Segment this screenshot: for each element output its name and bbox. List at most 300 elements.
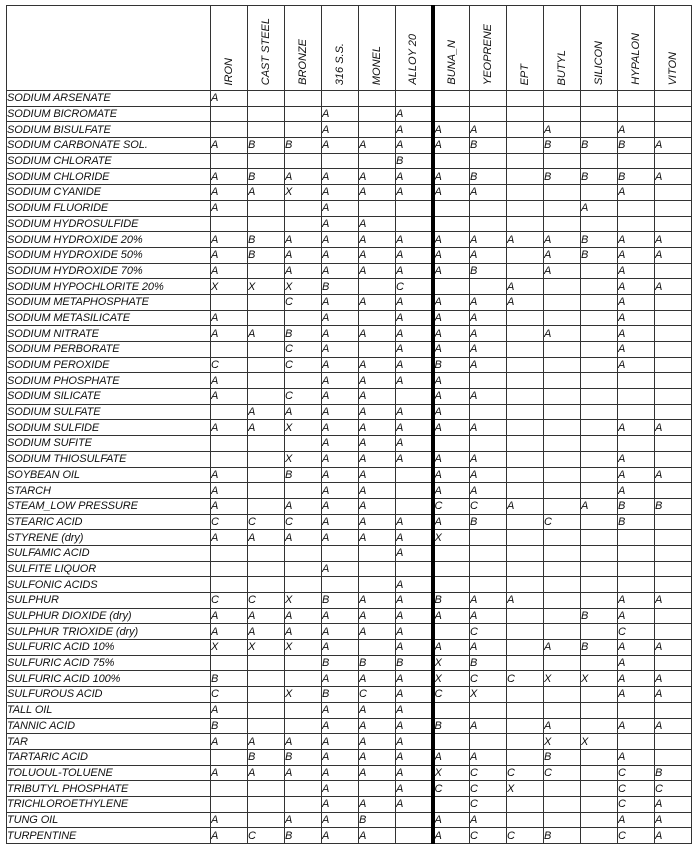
header-buna-n (433, 6, 470, 91)
rating-cell (581, 593, 618, 609)
rating-cell: X (285, 593, 322, 609)
rating-cell: C (507, 828, 544, 844)
rating-cell (507, 514, 544, 530)
rating-cell: A (359, 216, 396, 232)
rating-cell: A (322, 389, 359, 405)
table-row (7, 796, 692, 812)
rating-cell: A (655, 232, 692, 248)
rating-cell (470, 373, 507, 389)
rating-cell: A (396, 577, 433, 593)
rating-cell (507, 577, 544, 593)
rating-cell (655, 294, 692, 310)
rating-cell (544, 687, 581, 703)
rating-cell: B (359, 655, 396, 671)
rating-cell: A (433, 122, 470, 138)
rating-cell: B (396, 655, 433, 671)
rating-cell: A (507, 498, 544, 514)
rating-cell (507, 153, 544, 169)
rating-cell: A (618, 687, 655, 703)
rating-cell: A (359, 451, 396, 467)
rating-cell (655, 545, 692, 561)
rating-cell: A (618, 593, 655, 609)
rating-cell: B (544, 138, 581, 154)
rating-cell: A (544, 232, 581, 248)
rating-cell (581, 483, 618, 499)
rating-cell: C (359, 687, 396, 703)
rating-cell: A (248, 624, 285, 640)
chemical-name: SULFAMIC ACID (7, 545, 211, 561)
rating-cell: A (470, 451, 507, 467)
rating-cell: A (618, 483, 655, 499)
rating-cell: A (322, 561, 359, 577)
header-label: VITON (667, 51, 679, 85)
rating-cell (248, 342, 285, 358)
rating-cell: A (285, 734, 322, 750)
chemical-name: SULFURIC ACID 100% (7, 671, 211, 687)
rating-cell (655, 263, 692, 279)
table-row (7, 326, 692, 342)
rating-cell (618, 153, 655, 169)
rating-cell (544, 624, 581, 640)
rating-cell (248, 436, 285, 452)
rating-cell: A (211, 247, 248, 263)
rating-cell (507, 169, 544, 185)
rating-cell: A (470, 232, 507, 248)
chemical-name: STEARIC ACID (7, 514, 211, 530)
rating-cell (248, 655, 285, 671)
rating-cell: C (544, 765, 581, 781)
rating-cell (285, 153, 322, 169)
rating-cell: C (470, 781, 507, 797)
table-row (7, 185, 692, 201)
header-label: HYPALON (630, 33, 642, 85)
rating-cell (655, 389, 692, 405)
rating-cell (581, 624, 618, 640)
rating-cell: C (211, 357, 248, 373)
rating-cell (285, 796, 322, 812)
rating-cell: X (285, 640, 322, 656)
header-label: MONEL (371, 45, 383, 85)
rating-cell: A (322, 138, 359, 154)
rating-cell: A (285, 765, 322, 781)
rating-cell (396, 812, 433, 828)
rating-cell: A (359, 514, 396, 530)
table-row (7, 467, 692, 483)
rating-cell: A (285, 812, 322, 828)
rating-cell (248, 812, 285, 828)
rating-cell (433, 577, 470, 593)
rating-cell: A (322, 498, 359, 514)
rating-cell: X (248, 279, 285, 295)
rating-cell (581, 326, 618, 342)
rating-cell (433, 796, 470, 812)
rating-cell: A (285, 232, 322, 248)
rating-cell (618, 530, 655, 546)
rating-cell: B (248, 247, 285, 263)
rating-cell: A (544, 247, 581, 263)
rating-cell (581, 796, 618, 812)
rating-cell (507, 483, 544, 499)
rating-cell: B (470, 514, 507, 530)
rating-cell (581, 404, 618, 420)
rating-cell: X (433, 765, 470, 781)
rating-cell: A (618, 232, 655, 248)
table-row (7, 451, 692, 467)
rating-cell: C (618, 828, 655, 844)
rating-cell (285, 200, 322, 216)
rating-cell: A (211, 310, 248, 326)
rating-cell: A (433, 404, 470, 420)
rating-cell: A (470, 718, 507, 734)
rating-cell (507, 624, 544, 640)
rating-cell: A (655, 718, 692, 734)
chemical-compatibility-table (6, 5, 692, 844)
rating-cell: X (433, 530, 470, 546)
rating-cell: A (618, 640, 655, 656)
rating-cell (581, 467, 618, 483)
table-row (7, 765, 692, 781)
rating-cell: B (544, 828, 581, 844)
header-corner (7, 6, 211, 91)
rating-cell: A (618, 310, 655, 326)
rating-cell: A (396, 106, 433, 122)
rating-cell (507, 530, 544, 546)
rating-cell: B (211, 671, 248, 687)
rating-cell: A (507, 279, 544, 295)
rating-cell: A (396, 687, 433, 703)
table-row (7, 734, 692, 750)
rating-cell (211, 404, 248, 420)
rating-cell (211, 216, 248, 232)
rating-cell: C (470, 498, 507, 514)
rating-cell: A (285, 608, 322, 624)
chemical-name: SODIUM CARBONATE SOL. (7, 138, 211, 154)
rating-cell: A (470, 593, 507, 609)
rating-cell (285, 91, 322, 107)
rating-cell (581, 420, 618, 436)
rating-cell: X (433, 671, 470, 687)
rating-cell (359, 561, 396, 577)
rating-cell (507, 106, 544, 122)
rating-cell: A (322, 702, 359, 718)
rating-cell (433, 153, 470, 169)
header-label: BUNA_N (445, 40, 458, 85)
rating-cell: A (211, 608, 248, 624)
rating-cell: A (359, 593, 396, 609)
rating-cell (470, 734, 507, 750)
rating-cell: A (359, 749, 396, 765)
table-row (7, 169, 692, 185)
rating-cell: A (359, 185, 396, 201)
rating-cell (470, 216, 507, 232)
rating-cell: A (396, 169, 433, 185)
rating-cell: A (248, 734, 285, 750)
rating-cell: A (396, 373, 433, 389)
header-label: YEOPRENE (482, 23, 494, 85)
rating-cell: A (359, 420, 396, 436)
rating-cell: A (470, 326, 507, 342)
rating-cell: A (396, 718, 433, 734)
header-ept (507, 6, 544, 91)
table-row (7, 749, 692, 765)
rating-cell: A (248, 530, 285, 546)
rating-cell: A (396, 796, 433, 812)
rating-cell (581, 357, 618, 373)
rating-cell: A (433, 514, 470, 530)
rating-cell: A (396, 294, 433, 310)
rating-cell: A (359, 436, 396, 452)
rating-cell (248, 122, 285, 138)
rating-cell: A (396, 734, 433, 750)
rating-cell (396, 467, 433, 483)
rating-cell (248, 561, 285, 577)
rating-cell (322, 91, 359, 107)
rating-cell: A (396, 608, 433, 624)
rating-cell (581, 718, 618, 734)
table-row (7, 153, 692, 169)
rating-cell: A (507, 593, 544, 609)
rating-cell: B (248, 138, 285, 154)
rating-cell: C (285, 342, 322, 358)
rating-cell (544, 561, 581, 577)
rating-cell: A (433, 247, 470, 263)
rating-cell: A (359, 467, 396, 483)
chemical-name: SULFUROUS ACID (7, 687, 211, 703)
rating-cell (248, 357, 285, 373)
rating-cell (544, 404, 581, 420)
chemical-name: TOLUOUL-TOLUENE (7, 765, 211, 781)
header-label: CAST STEEL (260, 17, 272, 85)
rating-cell (211, 749, 248, 765)
rating-cell (470, 279, 507, 295)
rating-cell: A (322, 608, 359, 624)
rating-cell: X (470, 687, 507, 703)
rating-cell (322, 153, 359, 169)
rating-cell: A (359, 247, 396, 263)
rating-cell: A (618, 655, 655, 671)
table-row (7, 91, 692, 107)
rating-cell: B (433, 593, 470, 609)
rating-cell: B (618, 138, 655, 154)
rating-cell: A (322, 263, 359, 279)
rating-cell: A (359, 232, 396, 248)
rating-cell: A (285, 498, 322, 514)
rating-cell (248, 200, 285, 216)
rating-cell: A (470, 294, 507, 310)
rating-cell (507, 640, 544, 656)
rating-cell (248, 671, 285, 687)
chemical-name: SODIUM CYANIDE (7, 185, 211, 201)
rating-cell (507, 310, 544, 326)
rating-cell (470, 561, 507, 577)
header-bronze (285, 6, 322, 91)
chemical-name: TRICHLOROETHYLENE (7, 796, 211, 812)
rating-cell: B (581, 138, 618, 154)
rating-cell (285, 436, 322, 452)
rating-cell (285, 561, 322, 577)
rating-cell (544, 655, 581, 671)
rating-cell (655, 655, 692, 671)
rating-cell: C (618, 781, 655, 797)
rating-cell: A (470, 467, 507, 483)
rating-cell (470, 153, 507, 169)
chemical-name: SULFONIC ACIDS (7, 577, 211, 593)
rating-cell (655, 624, 692, 640)
rating-cell (248, 389, 285, 405)
rating-cell (359, 106, 396, 122)
rating-cell (470, 91, 507, 107)
rating-cell (285, 655, 322, 671)
rating-cell (211, 796, 248, 812)
rating-cell (544, 310, 581, 326)
rating-cell: C (470, 624, 507, 640)
rating-cell: A (470, 310, 507, 326)
rating-cell: A (322, 749, 359, 765)
rating-cell: A (396, 530, 433, 546)
rating-cell: A (433, 326, 470, 342)
rating-cell: A (433, 420, 470, 436)
rating-cell (618, 545, 655, 561)
table-row (7, 436, 692, 452)
rating-cell: A (396, 404, 433, 420)
rating-cell: A (396, 263, 433, 279)
rating-cell: A (359, 702, 396, 718)
rating-cell: B (285, 749, 322, 765)
rating-cell (470, 436, 507, 452)
rating-cell: C (507, 671, 544, 687)
rating-cell (544, 498, 581, 514)
rating-cell (433, 216, 470, 232)
rating-cell: A (433, 373, 470, 389)
rating-cell (433, 200, 470, 216)
rating-cell (618, 436, 655, 452)
chemical-name: SODIUM ARSENATE (7, 91, 211, 107)
rating-cell: A (211, 373, 248, 389)
rating-cell: A (211, 185, 248, 201)
rating-cell: A (211, 467, 248, 483)
rating-cell: A (248, 326, 285, 342)
rating-cell: A (618, 122, 655, 138)
rating-cell: A (544, 718, 581, 734)
rating-cell (581, 702, 618, 718)
chemical-name: SODIUM PEROXIDE (7, 357, 211, 373)
rating-cell (285, 373, 322, 389)
rating-cell: B (396, 153, 433, 169)
table-row (7, 404, 692, 420)
rating-cell (248, 467, 285, 483)
rating-cell (655, 530, 692, 546)
chemical-name: SODIUM FLUORIDE (7, 200, 211, 216)
rating-cell: X (433, 655, 470, 671)
rating-cell (581, 451, 618, 467)
header-label: BUTYL (556, 49, 568, 85)
rating-cell (581, 294, 618, 310)
rating-cell (655, 326, 692, 342)
rating-cell: C (655, 781, 692, 797)
rating-cell (359, 279, 396, 295)
rating-cell: C (433, 687, 470, 703)
header-monel (359, 6, 396, 91)
rating-cell (581, 828, 618, 844)
rating-cell: A (322, 765, 359, 781)
header-hypalon (618, 6, 655, 91)
rating-cell: A (470, 812, 507, 828)
rating-cell: A (322, 530, 359, 546)
rating-cell (581, 122, 618, 138)
rating-cell (655, 357, 692, 373)
rating-cell (581, 514, 618, 530)
table-row (7, 593, 692, 609)
rating-cell (322, 545, 359, 561)
rating-cell (359, 781, 396, 797)
rating-cell: A (470, 122, 507, 138)
rating-cell: A (322, 106, 359, 122)
rating-cell: A (322, 169, 359, 185)
rating-cell: X (285, 185, 322, 201)
rating-cell: A (470, 247, 507, 263)
chemical-name: TUNG OIL (7, 812, 211, 828)
rating-cell (211, 451, 248, 467)
table-row (7, 671, 692, 687)
rating-cell (581, 545, 618, 561)
rating-cell (322, 577, 359, 593)
rating-cell: A (322, 640, 359, 656)
rating-cell (248, 91, 285, 107)
rating-cell (211, 545, 248, 561)
rating-cell (618, 106, 655, 122)
rating-cell (211, 342, 248, 358)
rating-cell: A (433, 812, 470, 828)
rating-cell: A (655, 828, 692, 844)
rating-cell: A (618, 467, 655, 483)
table-row (7, 608, 692, 624)
chemical-name: SODIUM SILICATE (7, 389, 211, 405)
rating-cell (581, 655, 618, 671)
table-row (7, 247, 692, 263)
rating-cell (618, 389, 655, 405)
rating-cell: A (618, 342, 655, 358)
chemical-name: SULFURIC ACID 75% (7, 655, 211, 671)
rating-cell: A (322, 467, 359, 483)
chemical-name: SODIUM HYDROXIDE 20% (7, 232, 211, 248)
rating-cell: C (248, 514, 285, 530)
rating-cell: B (359, 812, 396, 828)
rating-cell (507, 608, 544, 624)
rating-cell: A (322, 326, 359, 342)
rating-cell (507, 247, 544, 263)
rating-cell (396, 828, 433, 844)
rating-cell: A (211, 702, 248, 718)
rating-cell (544, 608, 581, 624)
rating-cell (248, 216, 285, 232)
rating-cell: A (544, 263, 581, 279)
rating-cell: A (322, 734, 359, 750)
rating-cell: A (248, 608, 285, 624)
rating-cell (359, 545, 396, 561)
rating-cell: A (618, 185, 655, 201)
header-label: EPT (519, 63, 531, 85)
rating-cell: A (211, 812, 248, 828)
rating-cell: A (359, 624, 396, 640)
chemical-name: SULPHUR TRIOXIDE (dry) (7, 624, 211, 640)
rating-cell (655, 404, 692, 420)
rating-cell: A (618, 451, 655, 467)
rating-cell: B (322, 687, 359, 703)
rating-cell: A (322, 796, 359, 812)
chemical-name: TURPENTINE (7, 828, 211, 844)
chemical-name: STARCH (7, 483, 211, 499)
rating-cell (507, 545, 544, 561)
